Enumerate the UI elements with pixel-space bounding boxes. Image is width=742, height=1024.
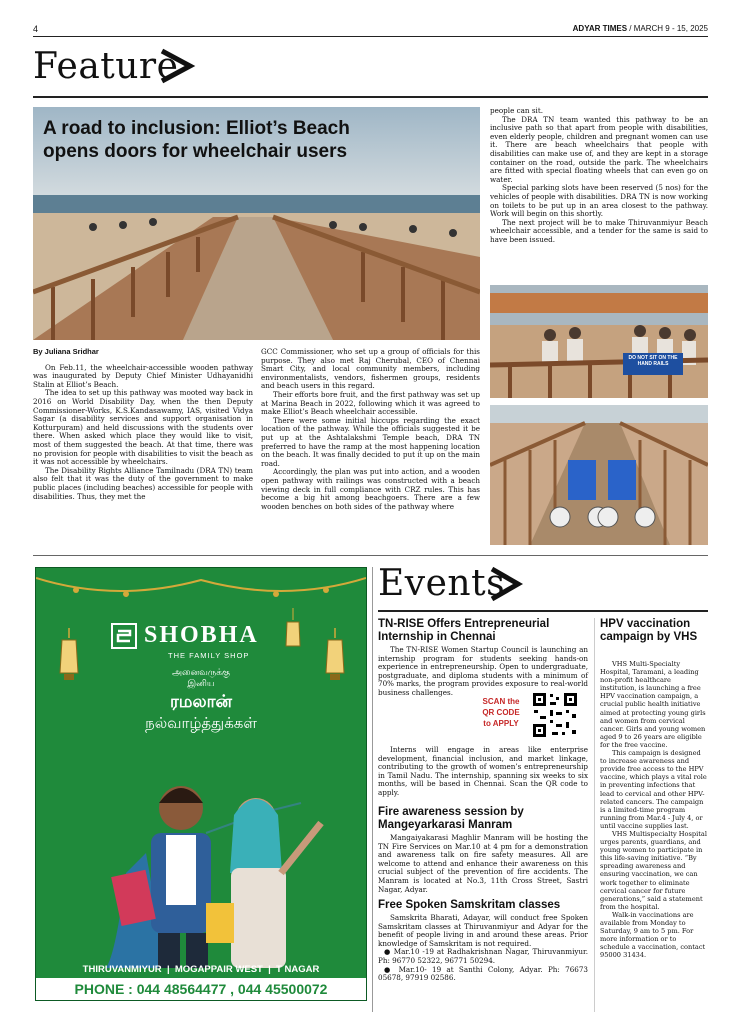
lantern-small-icon [284, 608, 302, 658]
date-separator: / [629, 24, 634, 33]
article-paragraph: Accordingly, the plan was put into action, and a wooden open pathway with railings was constructed with a beach viewing deck in full compliance with CRZ rules. This has become a big hit among beachgoers. There are a few wooden benches on both sides of the pathway where [261, 467, 480, 511]
event-headline: TN-RISE Offers Entrepreneurial Internship in Chennai [378, 618, 550, 643]
qr-code-icon[interactable] [532, 692, 578, 738]
issue-date: MARCH 9 - 15, 2025 [633, 24, 708, 33]
ad-brand: SHOBHA [144, 622, 259, 648]
greeting-line-4: நல்வாழ்த்துக்கள் [145, 714, 257, 732]
shobha-advertisement[interactable] [35, 567, 367, 1001]
chevron-icon [488, 565, 524, 603]
mid-page-rule [33, 555, 708, 556]
page-number: 4 [33, 24, 39, 34]
masthead [573, 24, 708, 33]
article-paragraph: There were some initial hiccups regarding the exact location of the pathway. While the officials suggested it be put up at the Ashtalakshmi Temple beach, DRA TN preferred to have the ramp at the most happening location on the beach. It was finally decided to put it up on the main road. [261, 415, 480, 468]
ad-greeting [36, 668, 366, 734]
events-column-divider [594, 618, 595, 1012]
article-paragraph: GCC Commissioner, who set up a group of officials for this purpose. They also met Raj Cherubal, CEO of Chennai Smart City, and local community members, including environmentalists, vendors, fishermen groups, residents and beach users in this regard. [261, 347, 480, 391]
article-paragraph: Special parking slots have been reserved (5 nos) for the vehicles of people with disabilities. DRA TN is now working on toilets to be put up in an area closest to the pathway. Work will begin on this shortly. [490, 183, 708, 219]
article-column-2 [261, 348, 480, 511]
event-fire [378, 806, 588, 832]
event-sanskrit-body [378, 914, 588, 983]
event-fire-body [378, 834, 588, 894]
feature-label: Feature [33, 46, 179, 87]
article-paragraph: The next project will be to make Thiruvanmiyur Beach wheelchair accessible, and a tender for the same is said to have been issued. [490, 217, 708, 244]
feature-rule [33, 96, 708, 98]
feature-headline [43, 117, 350, 163]
event-tnrise [378, 618, 588, 644]
qr-block[interactable] [476, 690, 588, 740]
article-paragraph: people can sit. [490, 106, 544, 115]
greeting-line-1: அனைவருக்கு [172, 668, 230, 678]
event-headline: Fire awareness session by Mangeyarkarasi Manram [378, 806, 524, 831]
greeting-line-3: ரமலான் [170, 692, 232, 712]
events-divider [372, 567, 373, 1012]
sanskrit-bullet-1: ● Mar.10 -19 at Radhakrishnan Nagar, Thiruvanmiyur. Ph: 96770 52322, 96771 50294. [378, 947, 588, 965]
greeting-line-2: இனிய [187, 679, 215, 689]
article-paragraph: The Disability Rights Alliance Tamilnadu (DRA TN) team also felt that it was the duty of the government to make public places (including beaches) accessible for people with disabilities. Thus, they met the [33, 465, 253, 501]
ad-phone-bar[interactable] [36, 978, 366, 1000]
events-rule [378, 610, 708, 612]
article-paragraph: The idea to set up this pathway was mooted way back in 2016 on World Disability Day, when the then Deputy Commissioner-Works, K.S.Kandasawamy, IAS, visited Vidya Sagar (a disability services and support organisation in Kotturpuram) and held discussions with the students over there. When asked which place they would like to visit, most of them suggested the beach. At that time, there was no provision for people with disabilities to visit the beach as it was not accessible by wheelchairs. [33, 388, 253, 467]
event-hpv-body [600, 660, 708, 959]
article-paragraph: The DRA TN team wanted this pathway to be an inclusive path so that apart from people with disabilities, even elderly people, children and pregnant women can use it. There are beach wheelchairs that people with disabilities can make use of, and they are kept in a storage container on the road, outside the park. The wheelchairs are fitted with special floating wheels that can even go on water. [490, 114, 708, 184]
feature-section-title [33, 46, 178, 87]
ad-locations: THIRUVANMIYUR | MOGAPPAIR WEST | T NAGAR [82, 964, 320, 975]
photo-beach-wheelchairs [490, 405, 708, 545]
events-section-title [378, 563, 505, 604]
sanskrit-p1: Samskrita Bharati, Adayar, will conduct free Spoken Samskritam classes at Thiruvanmiyur and Adyar for the benefit of people living in and around these areas. Prior knowledge of Samskritam is not required. [378, 913, 588, 948]
handrail-sign: DO NOT SIT ON THE HAND RAILS [628, 355, 678, 367]
byline: By Juliana Sridhar [33, 347, 99, 356]
hpv-p2: This campaign is designed to increase awareness and provide free access to the HPV vaccine, which plays a vital role in preventing infections that lead to cervical and other HPV-related cancers. The campaign is a limited-time program running from Mar.4 - July 4, or until vaccine supplies last. [600, 749, 707, 830]
headline-line-1: A road to inclusion: Elliot’s Beach [43, 118, 350, 139]
shobha-logo-icon [111, 623, 137, 649]
scan-line-3: to APPLY [483, 719, 519, 728]
event-headline: HPV vaccination campaign by VHS [600, 618, 698, 643]
article-paragraph: Their efforts bore fruit, and the first pathway was set up at Marina Beach in 2022, following which it was agreed to make Elliot’s Beach wheelchair accessible. [261, 389, 480, 417]
tnrise-p1: The TN-RISE Women Startup Council is launching an internship program for students seeking hands-on experience in entrepreneurship. Open to undergraduate, postgraduate, and diploma students with a minimum of 70% marks, the program provides exposure to real-world business challenges. [378, 645, 588, 697]
couple-shopping-illustration [86, 753, 336, 968]
events-label: Events [378, 563, 506, 604]
article-paragraph: On Feb.11, the wheelchair-accessible wooden pathway was inaugurated by Deputy Chief Minister Udhayanidhi Stalin at Elliot’s Beach. [33, 362, 253, 389]
chevron-icon [158, 47, 196, 85]
main-photo-beach-pathway [33, 107, 480, 340]
ad-tagline: THE FAMILY SHOP [168, 651, 250, 660]
event-hpv [600, 618, 708, 644]
ad-phone[interactable]: PHONE : 044 48564477 , 044 45500072 [74, 981, 328, 997]
headline-line-2: opens doors for wheelchair users [43, 141, 348, 162]
header-rule [33, 36, 708, 37]
article-column-1 [33, 348, 253, 501]
hpv-p4: Walk-in vaccinations are available from Monday to Saturday, 9 am to 5 pm. For more information or to schedule a vaccination, contact 95000 31434. [600, 910, 706, 960]
sanskrit-bullet-2: ● Mar.10- 19 at Santhi Colony, Adyar. Ph: 76673 05678, 97919 02586. [378, 964, 588, 983]
scan-line-2: QR CODE [482, 708, 520, 717]
event-headline: Free Spoken Samskritam classes [378, 899, 561, 911]
wheelchair-photo-illustration [490, 405, 708, 545]
article-column-3 [490, 107, 708, 245]
fire-p1: Mangaiyakarasi Maghlir Manram will be hosting the TN Fire Services on Mar.10 at 4 pm for a demonstration and awareness talk on fire safety measures. All are welcome to attend and enhance their awareness on this crucial subject of the prevention of fire accidents. The Manram is located at No.3, 11th Cross Street, Sastri Nagar, Adyar. [378, 833, 588, 894]
event-sanskrit [378, 899, 588, 912]
photo-people-at-railing [490, 285, 708, 398]
lantern-garland-icon [36, 568, 366, 628]
paper-name: ADYAR TIMES [572, 24, 628, 33]
tnrise-p2: Interns will engage in areas like enterprise development, financial inclusion, and market linkage, contributing to the growth of women’s entrepreneurship in Tamil Nadu. The internship, spanning six weeks to six months, will be based in Chennai. Scan the QR code to apply. [378, 745, 588, 797]
railing-photo-illustration [490, 285, 708, 398]
event-tnrise-body-bottom [378, 746, 588, 798]
scan-label [476, 696, 526, 729]
hpv-p1: VHS Multi-Specialty Hospital, Taramani, a leading non-profit healthcare institution, is launching a free HPV vaccination campaign, a crucial public health initiative aimed at protecting young girls and women from cervical cancer. Girls and young women aged 9 to 26 years are eligible for the free vaccine. [600, 660, 706, 749]
hpv-p3: VHS Multispecialty Hospital urges parents, guardians, and young women to participate in this life-saving initiative. “By spreading awareness and ensuring vaccination, we can work together to eliminate cervical cancer for future generations,” said a statement from the hospital. [600, 829, 707, 911]
scan-line-1: SCAN the [482, 697, 520, 706]
